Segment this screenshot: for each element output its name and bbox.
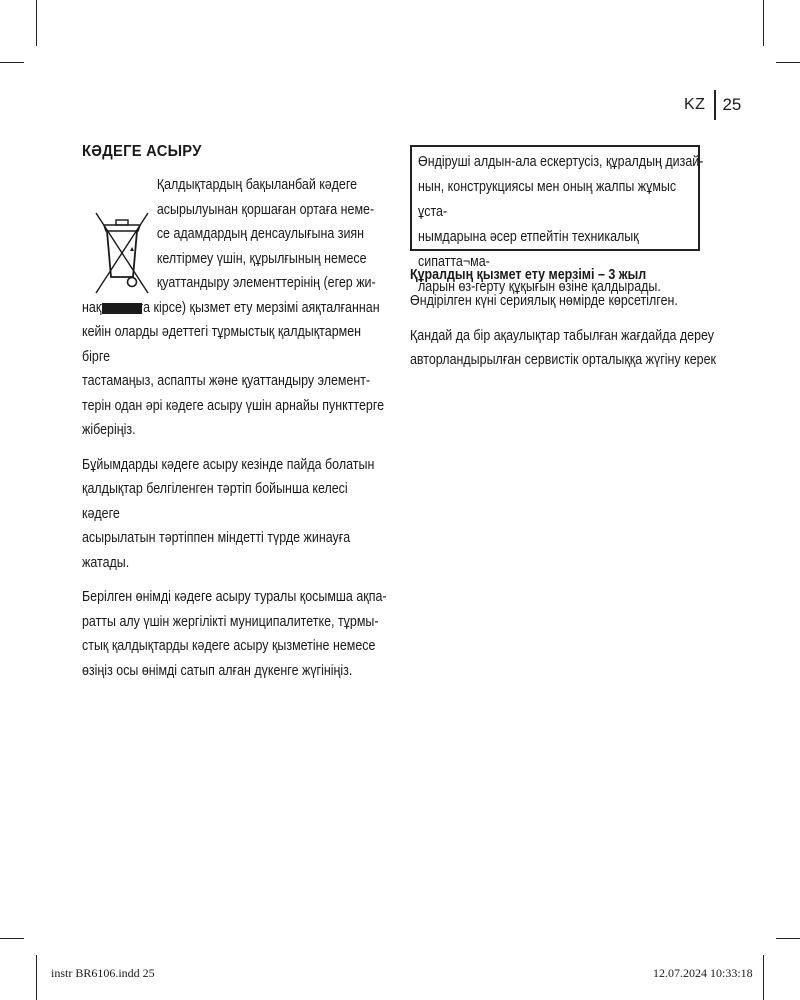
crop-mark xyxy=(36,955,37,1000)
intro-line: се адамдардың денсаулығына зиян xyxy=(156,226,365,242)
crop-mark xyxy=(776,938,800,939)
intro-line: терін одан әрі кәдеге асыру үшін арнайы пункттерге xyxy=(82,397,385,414)
intro-line: Қалдықтардың бақыланбай кәдеге xyxy=(156,177,358,193)
intro-line: қуаттандыру элементтерінің (егер жи- xyxy=(156,275,376,291)
crop-mark xyxy=(763,0,764,46)
paragraph-line: асырылатын тәртіппен міндетті түрде жинауға xyxy=(82,530,351,546)
notice-line: ларын өз-герту құқығын өзіне қалдырады. xyxy=(418,279,661,295)
crop-mark xyxy=(0,62,24,63)
intro-line: тастамаңыз, аспапты және қуаттандыру элемент- xyxy=(82,373,371,389)
defect-line: авторландырылған сервистік орталыққа жүгіну керек xyxy=(410,352,716,368)
notice-line: нын, конструкциясы мен оның жалпы жұмыс ұста- xyxy=(418,179,677,220)
section-title: КӘДЕГЕ АСЫРУ xyxy=(82,143,202,160)
intro-line: нақталымға кірсе) қызмет ету мерзімі аяқталғаннан xyxy=(82,299,380,316)
disposal-intro xyxy=(82,173,388,443)
crop-mark xyxy=(0,938,24,939)
service-life-heading: Құралдың қызмет ету мерзімі – 3 жыл xyxy=(410,267,647,283)
page-number: 25 xyxy=(722,95,742,114)
defect-line: Қандай да бір ақаулықтар табылған жағдайда дереу xyxy=(410,327,715,344)
notice-line: Өндіруші алдын-ала ескертусіз, құралдың дизай- xyxy=(418,154,704,170)
left-column xyxy=(82,143,388,693)
page-header xyxy=(684,90,741,120)
paragraph-line: жатады. xyxy=(82,554,130,571)
intro-line: асырылуынан қоршаған ортаға немe- xyxy=(156,201,375,218)
crop-mark xyxy=(776,62,800,63)
crop-mark xyxy=(36,0,37,46)
footer-timestamp: 12.07.2024 10:33:18 xyxy=(653,966,753,980)
intro-line: жіберіңіз. xyxy=(82,422,136,438)
intro-line: кейін оларды әдеттегі тұрмыстық қалдықтармен бірге xyxy=(82,324,362,365)
intro-line: келтірмеу үшін, құрылғының немесе xyxy=(156,250,367,267)
right-column xyxy=(410,145,716,383)
production-date-text: Өндірілген күні сериялық нөмірде көрсетілген. xyxy=(410,293,678,309)
footer-file-info: instr BR6106.indd 25 xyxy=(51,966,155,980)
paragraph-line: өзіңіз осы өнімді сатып алған дүкенге жүгініңіз. xyxy=(82,662,353,679)
notice-line: нымдарына әсер етпейтін техникалық сипатта¬ма- xyxy=(418,229,639,270)
language-code: KZ xyxy=(684,96,706,113)
paragraph-line: қалдықтар белгіленген тәртіп бойынша келесі кәдеге xyxy=(82,481,348,522)
paragraph-line: ратты алу үшін жергілікті муниципалитетке, тұрмы- xyxy=(82,613,379,630)
paragraph-line: стық қалдықтарды кәдеге асыру қызметіне немесе xyxy=(82,638,376,654)
paragraph-line: Берілген өнімді кәдеге асыру туралы қосымша ақпа- xyxy=(82,589,387,605)
crop-mark xyxy=(763,955,764,1000)
header-divider xyxy=(714,90,716,120)
disposal-paragraph-2 xyxy=(82,453,388,576)
defect-paragraph xyxy=(410,324,716,373)
paragraph-line: Бұйымдарды кәдеге асыру кезінде пайда болатын xyxy=(82,456,375,473)
disposal-paragraph-3 xyxy=(82,585,388,683)
